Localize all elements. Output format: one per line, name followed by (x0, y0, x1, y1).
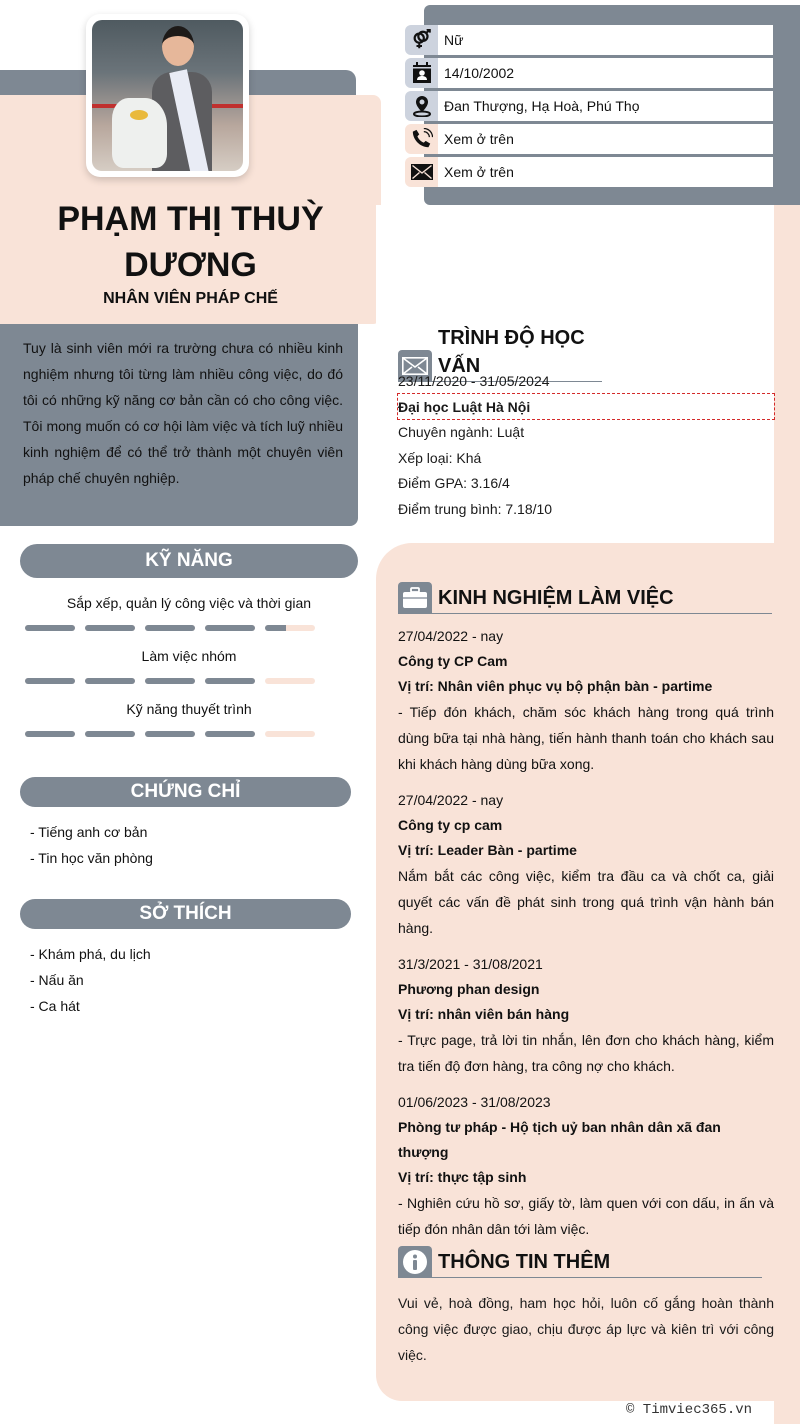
experience-item (398, 788, 774, 941)
section-title: THÔNG TIN THÊM (432, 1248, 762, 1278)
experience-item (398, 1090, 774, 1242)
education-period: 23/11/2020 - 31/05/2024 (398, 373, 550, 389)
experience-description: - Trực page, trả lời tin nhắn, lên đơn cho khách hàng, kiểm tra tiến độ đơn hàng, tra công nợ cho khách. (398, 1032, 774, 1074)
experience-date: 27/04/2022 - nay (398, 628, 504, 644)
career-summary (0, 324, 358, 526)
school-name[interactable]: Đại học Luật Hà Nội (398, 394, 774, 420)
contact-phone (405, 124, 773, 154)
skill-name: Kỹ năng thuyết trình (126, 701, 252, 717)
section-title: TRÌNH ĐỘ HỌC VẤN (432, 324, 602, 382)
additional-text: Vui vẻ, hoà đồng, ham học hỏi, luôn cố gắng hoàn thành công việc được giao, chịu được áp lực và kiên trì với công việc. (398, 1295, 774, 1363)
contact-value: Xem ở trên (438, 124, 773, 154)
info-icon (398, 1246, 432, 1278)
experience-description: - Tiếp đón khách, chăm sóc khách hàng trong quá trình dùng bữa tại nhà hàng, tiến hành thanh toán cho khách sau khi khách hàng dùng bữa xong. (398, 704, 774, 772)
experience-description: Nắm bắt các công việc, kiểm tra đầu ca và chốt ca, giải quyết các vấn đề phát sinh trong quá trình vận hành bán hàng. (398, 868, 774, 936)
experience-heading (398, 582, 772, 614)
experience-date: 31/3/2021 - 31/08/2021 (398, 956, 543, 972)
education-rank: Xếp loại: Khá (398, 449, 482, 466)
experience-date: 01/06/2023 - 31/08/2023 (398, 1094, 551, 1110)
experience-item (398, 624, 774, 777)
experience-position: Vị trí: Nhân viên phục vụ bộ phận bàn - partime (398, 678, 713, 694)
experience-position: Vị trí: thực tập sinh (398, 1169, 527, 1185)
experience-list (398, 624, 774, 1253)
summary-text: Tuy là sinh viên mới ra trường chưa có nhiều kinh nghiệm nhưng tôi từng làm nhiều công việc, do đó tôi có những kỹ năng cơ bản cần có cho công việc. Tôi mong muốn có cơ hội làm việc và tích luỹ nhiều kinh nghiệm để có thể trở thành một chuyên viên pháp chế chuyên nghiệp. (23, 340, 343, 486)
experience-position: Vị trí: nhân viên bán hàng (398, 1006, 570, 1022)
experience-description: - Nghiên cứu hồ sơ, giấy tờ, làm quen với con dấu, in ấn và tiếp đón nhân dân tới làm việc. (398, 1195, 774, 1237)
section-title: KINH NGHIỆM LÀM VIỆC (432, 584, 772, 614)
certificates-list (30, 819, 153, 871)
contact-gender (405, 25, 773, 55)
certificate-item: - Tin học văn phòng (30, 850, 153, 866)
certificates-heading: CHỨNG CHỈ (20, 777, 351, 807)
contact-value: Đan Thượng, Hạ Hoà, Phú Thọ (438, 91, 773, 121)
contact-birthday (405, 58, 773, 88)
contact-email (405, 157, 773, 187)
skills-heading: KỸ NĂNG (20, 544, 358, 578)
skill-name: Làm việc nhóm (141, 648, 237, 664)
candidate-name: PHẠM THỊ THUỲ DƯƠNG (57, 200, 324, 284)
contact-address (405, 91, 773, 121)
experience-company: Phương phan design (398, 981, 540, 997)
job-title: NHÂN VIÊN PHÁP CHẾ (103, 290, 278, 307)
experience-company: Phòng tư pháp - Hộ tịch uỷ ban nhân dân xã đan thượng (398, 1119, 721, 1160)
briefcase-icon (398, 582, 432, 614)
experience-date: 27/04/2022 - nay (398, 792, 504, 808)
skill-rating (25, 625, 315, 631)
hobby-item: - Khám phá, du lịch (30, 946, 151, 962)
hobby-item: - Nấu ăn (30, 972, 84, 988)
profile-photo (92, 20, 243, 171)
phone-icon (405, 124, 438, 154)
education-gpa: Điểm GPA: 3.16/4 (398, 475, 510, 492)
hobbies-list (30, 941, 151, 1019)
gender-icon (405, 25, 438, 55)
calendar-icon (405, 58, 438, 88)
certificate-item: - Tiếng anh cơ bản (30, 824, 148, 840)
hobbies-heading: SỞ THÍCH (20, 899, 351, 929)
watermark: © Timviec365.vn (626, 1402, 753, 1418)
education-details (398, 368, 774, 522)
skill-rating (25, 678, 315, 684)
contact-value: 14/10/2002 (438, 58, 773, 88)
skill-name: Sắp xếp, quản lý công việc và thời gian (66, 595, 312, 611)
contact-value: Nữ (438, 25, 773, 55)
experience-item (398, 952, 774, 1079)
additional-heading (398, 1246, 762, 1278)
contact-value: Xem ở trên (438, 157, 773, 187)
experience-company: Công ty cp cam (398, 817, 503, 833)
experience-company: Công ty CP Cam (398, 653, 508, 669)
skill-rating (25, 731, 315, 737)
experience-position: Vị trí: Leader Bàn - partime (398, 842, 577, 858)
location-pin-icon (405, 91, 438, 121)
education-average: Điểm trung bình: 7.18/10 (398, 500, 553, 517)
hobby-item: - Ca hát (30, 998, 80, 1014)
envelope-icon (405, 157, 438, 187)
education-major: Chuyên ngành: Luật (398, 424, 525, 441)
avatar (86, 14, 249, 177)
